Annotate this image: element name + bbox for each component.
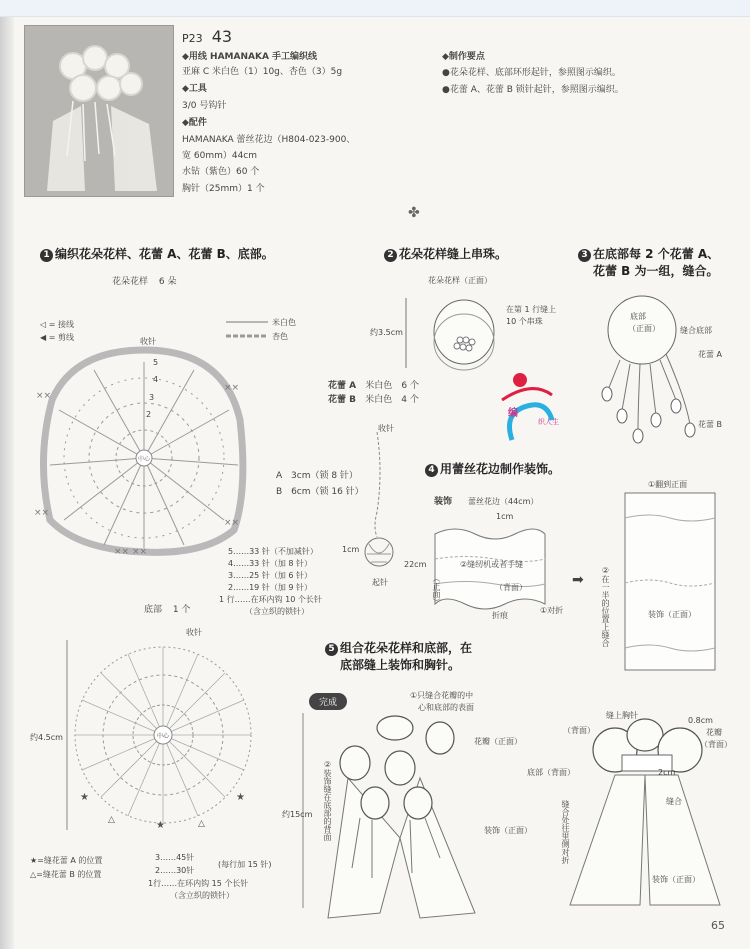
parts-title: ◆配件 [182,118,207,128]
back-label: （背面） [563,726,595,735]
step3-bud-b: 花蕾 B [698,420,723,429]
dim-2cm: 2cm [658,768,676,777]
finished-corsage-photo [24,25,174,197]
bottom-round: 3……45针 [155,853,195,862]
bud-a-row [328,380,419,392]
flower-label-text: 花朵花样 [112,277,149,287]
pattern-heading [182,27,232,46]
round-row: 5……33 针（不加减针） [228,547,318,556]
step-number-badge: 1 [40,249,53,262]
bud-a-color: 米白色 [365,381,393,391]
step4-arrow-icon: ➡ [572,572,584,588]
legend-cut: ◀ = 剪线 [40,333,74,342]
bud-b-color: 米白色 [365,395,393,405]
triangle-note: △=缝花蕾 B 的位置 [30,870,102,879]
flower-count: 6 朵 [158,277,177,287]
svg-text:△: △ [108,815,115,825]
bud-start-label: 起针 [372,578,388,587]
step4-fold-crease: 折痕 [492,611,508,620]
svg-text:××: ×× [36,391,52,401]
round-row: 3……25 针（加 6 针） [228,571,312,580]
materials-detail: 亚麻 C 米白色（1）10g、杏色（3）5g [182,67,343,77]
step3-title-line2: 花蕾 B 为一组，缝合。 [593,264,719,278]
star-note: ★=缝花蕾 A 的位置 [30,856,103,865]
page-ref: P23 [182,32,203,45]
bud-end-label: 收针 [378,424,394,433]
photo-illustration [25,26,173,196]
bottom-dimension-line [64,640,70,830]
pattern-number: 43 [211,27,233,46]
step5-title-line2: 底部缝上装饰和胸针。 [340,658,461,672]
sew-label: 缝合 [666,797,682,806]
parts-line: 宽 60mm）44cm [182,151,258,161]
bud-b-row [328,394,419,406]
step3-sew-note: 缝合底部 [680,326,712,335]
flower-motif-chart [34,340,254,560]
bottom-label [144,604,190,616]
legend-join: ◁ = 接线 [40,320,74,329]
decorative-top-strip [0,0,750,17]
bud-a-count: 6 个 [401,381,419,391]
round-row: 4……33 针（加 8 针） [228,559,312,568]
page-number: 65 [711,919,725,932]
bud-a-spec: 3cm（锁 8 针） [291,471,358,481]
step-number-badge: 2 [384,249,397,262]
step2-flower-label: 花朵花样（正面） [428,276,492,285]
bud-a-label: 花蕾 A [328,381,357,391]
round-mark: 4 [153,375,159,384]
step1-title [40,247,274,262]
bud-b-spec: 6cm（锁 16 针） [291,487,364,497]
step-title-text: 编织花朵花样、花蕾 A、花蕾 B、底部。 [55,247,274,261]
step3-front-label: （正面） [628,324,660,333]
step-number-badge: 4 [425,464,438,477]
svg-text:编: 编 [508,408,518,419]
svg-text:××: ×× [224,518,240,528]
dim-15cm: 约15cm [282,810,313,819]
step4-deco-label: 装饰 [434,497,453,507]
step5-deco-front: 装饰（正面） [484,826,532,835]
step2-beaded-flower [400,290,510,380]
bead-note-line: 10 个串珠 [506,317,543,326]
step-title-text: 组合花朵花样和底部，在 [340,641,473,655]
petal-back-line: （背面） [700,740,732,749]
round-note: （含立织的锁针） [245,607,309,616]
step4-sew-side: ②在一半的位置上缝合 [601,566,610,647]
sew-brooch-label: 缝上胸针 [606,711,638,720]
step2-title [384,247,507,262]
bud-a-key: A [276,471,283,481]
flower-motif-label [112,276,176,288]
step4-sew-note: ②缝纫机或者手缝 [460,560,524,569]
svg-text:△: △ [198,819,205,829]
bottom-round: 2……30针 [155,866,195,875]
step4-fold-half: ①对折 [540,606,564,615]
instructions-title: ◆制作要点 [442,52,485,62]
bottom-count: 1 个 [172,605,191,615]
bud-b-count: 4 个 [401,395,419,405]
svg-text:中心: 中心 [137,456,151,463]
parts-line: HAMANAKA 蕾丝花边（H804-023-900、 [182,135,356,145]
bottom-label-text: 底部 [144,605,163,615]
sew-center-line: ①只缝合花瓣的中 [410,691,474,700]
svg-text:★: ★ [80,792,89,803]
step4-dim-1cm: 1cm [496,512,514,521]
step4-title [425,462,560,477]
motif-end-label: 收针 [140,337,156,346]
petal-front-label: 花瓣（正面） [474,737,522,746]
parts-line: 水钻（紫色）60 个 [182,167,260,177]
step4-turn-note: ①翻到正面 [648,480,688,489]
step5-title [325,641,472,656]
sew-deco-vertical: ②装饰缝在底部的背面 [323,760,332,841]
step4-dim-22cm: 22cm [404,560,427,569]
step5-deco-front2: 装饰（正面） [652,875,700,884]
bottom-round-note: （含立织的锁针） [170,891,234,900]
bud-b-spec-row [276,486,364,498]
bottom-end-label: 收针 [186,628,202,637]
step3-bottom-label: 底部 [630,312,646,321]
step3-bud-a: 花蕾 A [698,350,723,359]
sew-opposite-note: 缝合处往里侧对折 [561,800,570,864]
dim-08cm: 0.8cm [688,716,713,725]
parts-line: 胸针（25mm）1 个 [182,184,265,194]
tools-title: ◆工具 [182,84,207,94]
color-legend-lines [226,318,276,342]
round-mark: 2 [146,410,152,419]
svg-text:×× ××: ×× ×× [114,547,148,557]
step-title-text: 在底部每 2 个花蕾 A、 [593,247,720,261]
materials-title: ◆用线 HAMANAKA 手工编织线 [182,52,318,62]
tools-detail: 3/0 号钩针 [182,101,227,111]
bottom-diameter: 约4.5cm [30,733,63,742]
round-mark: 3 [149,393,155,402]
bottom-center-text: 中心 [157,733,170,740]
divider-ornament: ✤ [408,205,420,221]
step2-dim: 约3.5cm [370,328,403,337]
step-number-badge: 3 [578,249,591,262]
round-row: 1 行……在环内钩 10 个长针 [219,595,322,604]
bottom-increase-note: (每行加 15 针) [218,860,272,869]
bud-chart [355,432,405,582]
step4-front-label: （正面） [432,574,441,606]
step-number-badge: 5 [325,643,338,656]
svg-text:××: ×× [34,508,50,518]
step3-assembly [590,290,710,460]
round-mark: 5 [153,358,159,367]
instruction-line: ●花蕾 A、花蕾 B 锁针起针，参照图示编织。 [442,85,624,95]
step-title-text: 用蕾丝花边制作装饰。 [440,462,561,476]
bud-b-label: 花蕾 B [328,395,356,405]
color-white-label: 米白色 [272,318,296,327]
step-title-text: 花朵花样缝上串珠。 [399,247,508,261]
bottom-back-label: 底部（背面） [527,768,575,777]
bud-dim: 1cm [342,545,360,554]
step3-title [578,247,719,262]
page-binding-edge [0,0,14,949]
svg-text:××: ×× [224,383,240,393]
step4-lace-label: 蕾丝花边（44cm） [468,497,539,506]
bud-a-spec-row [276,470,358,482]
petal-back-line: 花瓣 [706,728,722,737]
bead-note-line: 在第 1 行缝上 [506,305,557,314]
instruction-line: ●花朵花样、底部环形起针，参照图示编织。 [442,68,621,78]
step4-back-label: （背面） [495,583,527,592]
svg-text:织人生: 织人生 [538,418,559,426]
bud-b-key: B [276,487,283,497]
step4-turned-deco [620,488,720,678]
done-badge: 完成 [309,693,347,710]
sew-center-line: 心和底部的表面 [418,703,474,712]
round-row: 2……19 针（加 9 针） [228,583,312,592]
bottom-round: 1行……在环内钩 15 个长针 [148,879,249,888]
svg-text:★: ★ [236,792,245,803]
svg-text:★: ★ [156,820,165,831]
watermark-logo [492,370,572,440]
color-apricot-label: 杏色 [272,332,288,341]
step4-deco-front: 装饰（正面） [648,610,696,619]
